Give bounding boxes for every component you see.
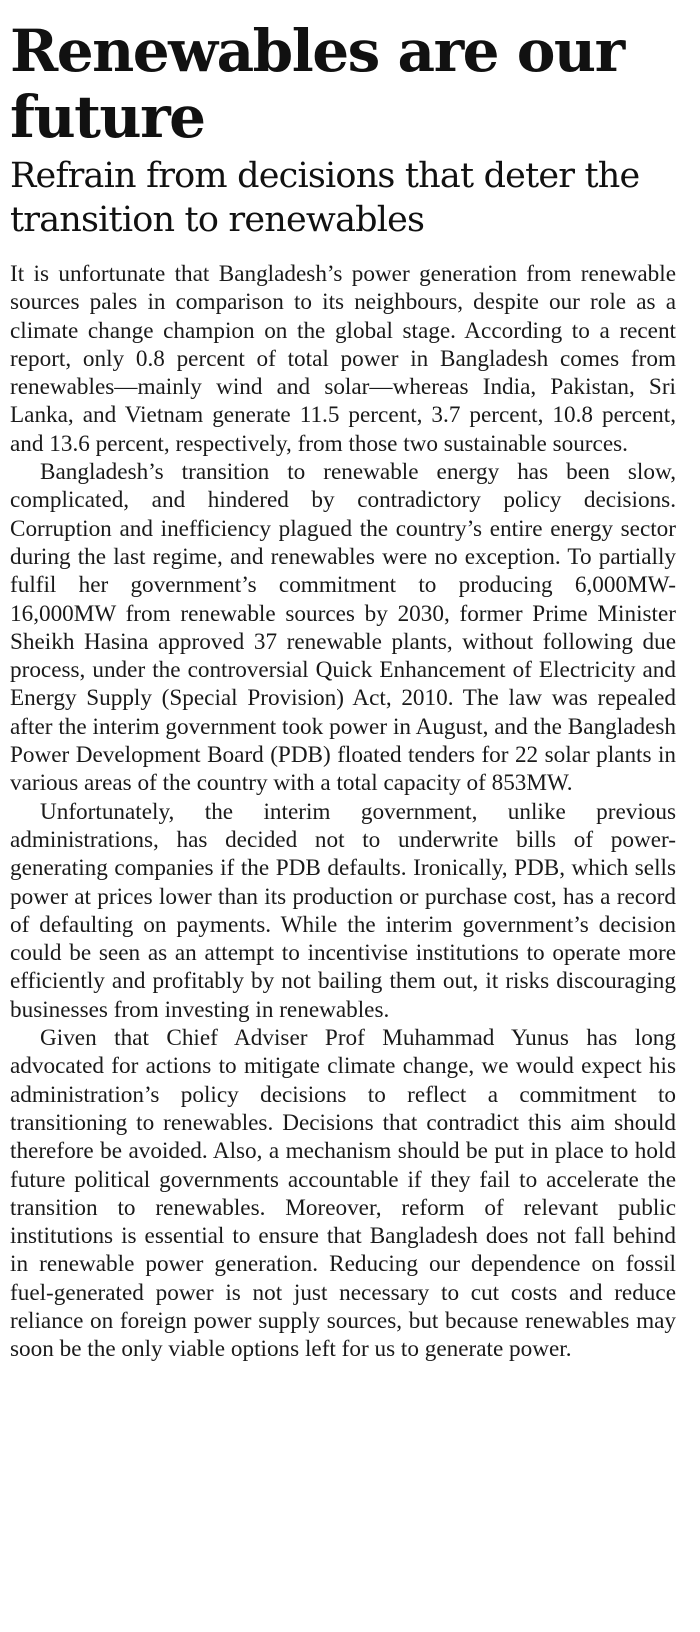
editorial-article [10, 0, 676, 1364]
paragraph-3: Unfortunately, the interim government, unlike previous administrations, has decided not to underwrite bills of power-generating companies if the PDB defaults. Ironically, PDB, which sells power at prices lower than its production or purchase cost, has a record of defaulting on payments. While the interim government’s decision could be seen as an attempt to incentivise institutions to operate more efficiently and profitably by not bailing them out, it risks discouraging businesses from investing in renewables. [10, 798, 676, 1023]
paragraph-2: Bangladesh’s transition to renewable energy has been slow, complicated, and hindered by contradictory policy decisions. Corruption and inefficiency plagued the country’s entire energy sector during the last regime, and renewables were no exception. To partially fulfil her government’s commitment to producing 6,000MW-16,000MW from renewable sources by 2030, former Prime Minister Sheikh Hasina approved 37 renewable plants, without following due process, under the controversial Quick Enhancement of Electricity and Energy Supply (Special Provision) Act, 2010. The law was repealed after the interim government took power in August, and the Bangladesh Power Development Board (PDB) floated tenders for 22 solar plants in various areas of the country with a total capacity of 853MW. [10, 459, 676, 797]
article-body [10, 260, 676, 1364]
subheadline: Refrain from decisions that deter the transition to renewables [10, 156, 640, 240]
headline: Renewables are our future [10, 17, 624, 151]
paragraph-4: Given that Chief Adviser Prof Muhammad Yunus has long advocated for actions to mitigate climate change, we would expect his administration’s policy decisions to reflect a commitment to transitioning to renewables. Decisions that contradict this aim should therefore be avoided. Also, a mechanism should be put in place to hold future political governments accountable if they fail to accelerate the transition to renewables. Moreover, reform of relevant public institutions is essential to ensure that Bangladesh does not fall behind in renewable power generation. Reducing our dependence on fossil fuel-generated power is not just necessary to cut costs and reduce reliance on foreign power supply sources, but because renewables may soon be the only viable options left for us to generate power. [10, 1025, 676, 1363]
paragraph-1: It is unfortunate that Bangladesh’s power generation from renewable sources pales in comparison to its neighbours, despite our role as a climate change champion on the global stage. According to a recent report, only 0.8 percent of total power in Bangladesh comes from renewables—mainly wind and solar—whereas India, Pakistan, Sri Lanka, and Vietnam generate 11.5 percent, 3.7 percent, 10.8 percent, and 13.6 percent, respectively, from those two sustainable sources. [10, 261, 676, 457]
